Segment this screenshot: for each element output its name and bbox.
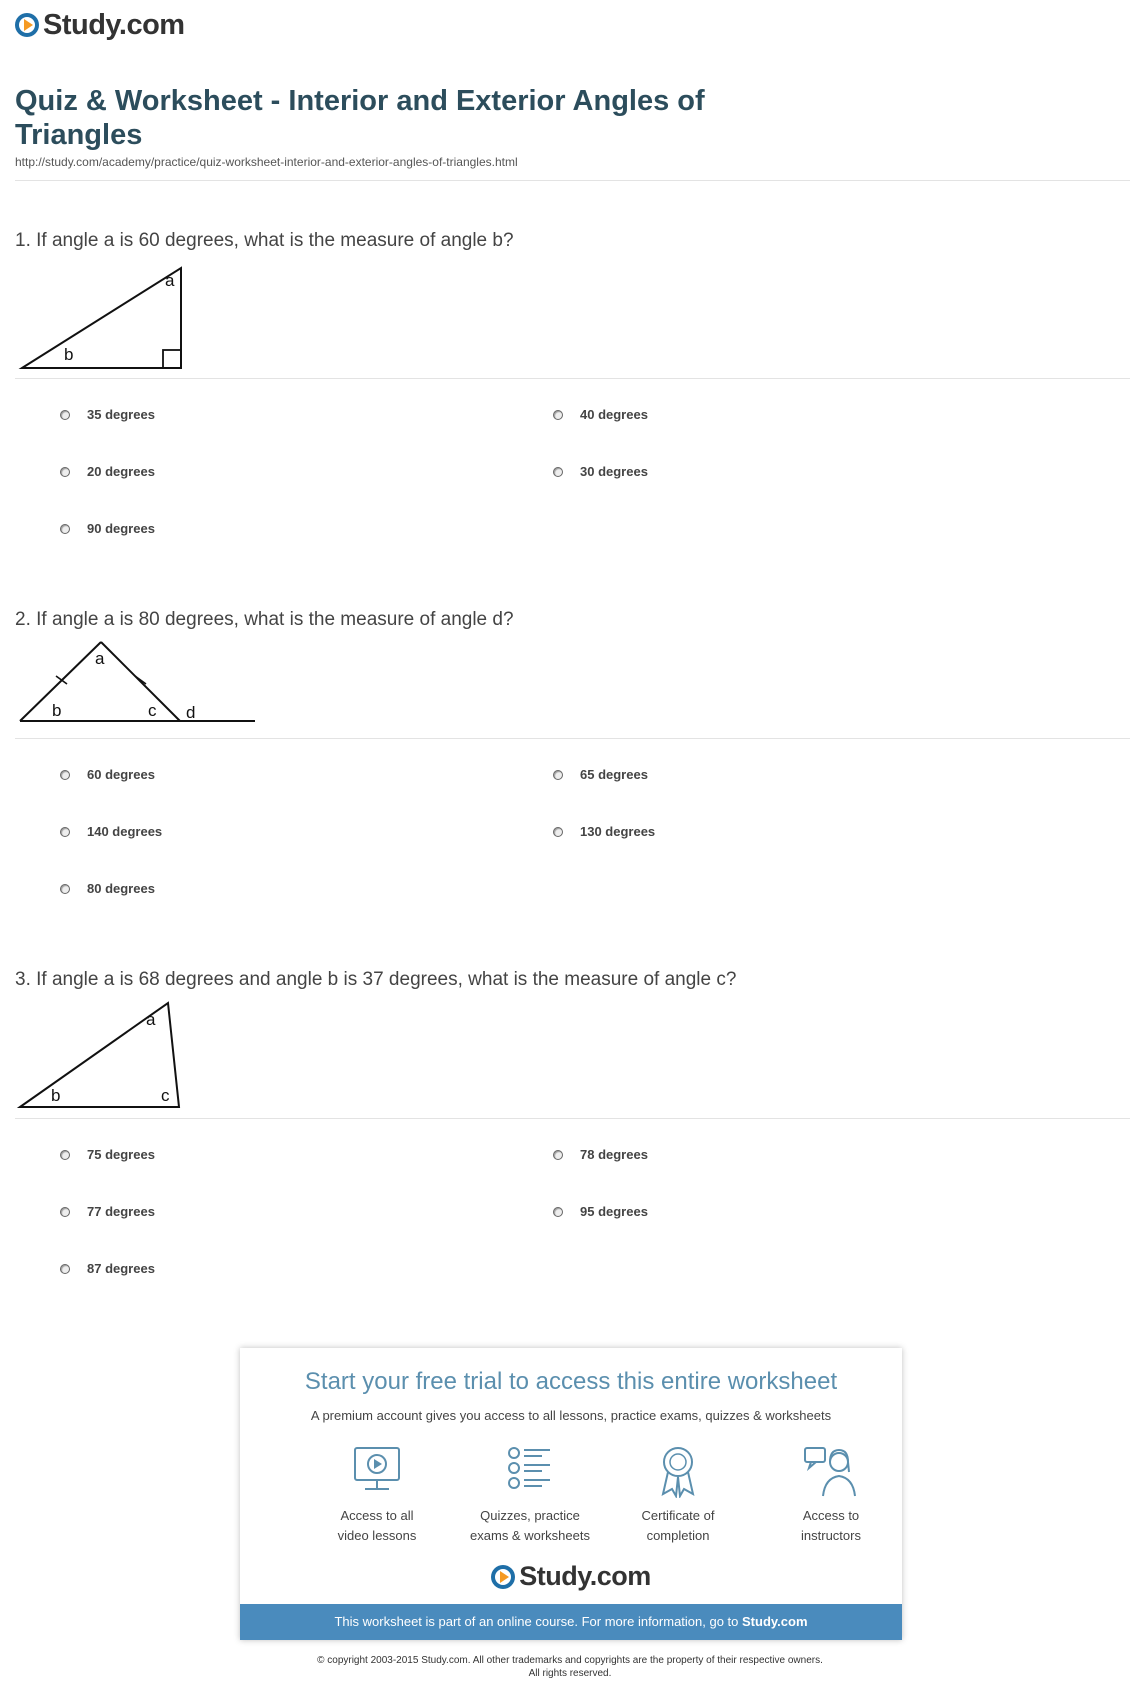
copyright-notice: © copyright 2003-2015 Study.com. All other trademarks and copyrights are the property of their respective owners. All rights reserved. [317,1655,823,1679]
instructor-icon [803,1444,859,1498]
radio-icon[interactable] [60,1264,70,1274]
feature-video-lessons: Access to all video lessons [307,1444,447,1546]
feature-certificate: Certificate of completion [608,1444,748,1546]
study-link[interactable]: Study.com [742,1614,808,1629]
play-logo-icon [491,1565,515,1589]
question-2-diagram [15,638,265,733]
page-url[interactable]: http://study.com/academy/practice/quiz-worksheet-interior-and-exterior-angles-of-triangles.html [15,155,518,169]
logo-text: Study.com [43,8,185,41]
q2-option-5[interactable]: 80 degrees [60,881,155,896]
play-logo-icon [15,13,39,37]
feature-quizzes: Quizzes, practice exams & worksheets [460,1444,600,1546]
study-logo[interactable] [15,8,185,42]
certificate-icon [650,1444,706,1498]
q1-option-4[interactable]: 30 degrees [553,464,648,479]
radio-icon[interactable] [553,1150,563,1160]
angle-label-b: b [64,345,74,364]
q3-option-5[interactable]: 87 degrees [60,1261,155,1276]
video-lesson-icon [349,1444,405,1498]
radio-icon[interactable] [553,410,563,420]
q2-option-3[interactable]: 140 degrees [60,824,162,839]
angle-label-b: b [52,701,62,720]
q1-option-3[interactable]: 20 degrees [60,464,155,479]
question-3-text: 3. If angle a is 68 degrees and angle b is 37 degrees, what is the measure of angle c? [15,969,737,990]
angle-label-a: a [165,271,175,290]
radio-icon[interactable] [553,770,563,780]
radio-icon[interactable] [60,467,70,477]
radio-icon[interactable] [60,827,70,837]
radio-icon[interactable] [60,884,70,894]
q1-option-2[interactable]: 40 degrees [553,407,648,422]
radio-icon[interactable] [60,1150,70,1160]
angle-label-a: a [146,1010,156,1029]
divider [15,1118,1130,1119]
question-1-diagram [15,262,215,377]
radio-icon[interactable] [553,827,563,837]
q3-option-2[interactable]: 78 degrees [553,1147,648,1162]
q2-option-2[interactable]: 65 degrees [553,767,648,782]
angle-label-c: c [148,701,157,720]
q3-option-1[interactable]: 75 degrees [60,1147,155,1162]
q3-option-3[interactable]: 77 degrees [60,1204,155,1219]
divider [15,378,1130,379]
question-2-text: 2. If angle a is 80 degrees, what is the measure of angle d? [15,609,514,630]
q3-option-4[interactable]: 95 degrees [553,1204,648,1219]
quiz-list-icon [502,1444,558,1498]
radio-icon[interactable] [60,1207,70,1217]
q1-option-1[interactable]: 35 degrees [60,407,155,422]
divider [15,738,1130,739]
q2-option-1[interactable]: 60 degrees [60,767,155,782]
promo-title[interactable]: Start your free trial to access this entire worksheet [304,1368,838,1395]
divider [15,180,1130,181]
question-3-diagram [15,1000,215,1117]
q1-option-5[interactable]: 90 degrees [60,521,155,536]
angle-label-c: c [161,1086,170,1105]
promo-info-bar: This worksheet is part of an online course. For more information, go to Study.com [240,1604,902,1640]
radio-icon[interactable] [553,467,563,477]
question-1-text: 1. If angle a is 60 degrees, what is the measure of angle b? [15,230,514,251]
radio-icon[interactable] [553,1207,563,1217]
free-trial-promo [240,1348,902,1640]
angle-label-b: b [51,1086,61,1105]
feature-instructors: Access to instructors [761,1444,901,1546]
radio-icon[interactable] [60,410,70,420]
angle-label-a: a [95,649,105,668]
promo-subtitle: A premium account gives you access to all lessons, practice exams, quizzes & worksheets [310,1408,832,1423]
q2-option-4[interactable]: 130 degrees [553,824,655,839]
promo-study-logo[interactable]: Study.com [240,1561,902,1592]
radio-icon[interactable] [60,770,70,780]
page-title: Quiz & Worksheet - Interior and Exterior Angles of Triangles [15,85,705,151]
angle-label-d: d [186,703,196,722]
radio-icon[interactable] [60,524,70,534]
